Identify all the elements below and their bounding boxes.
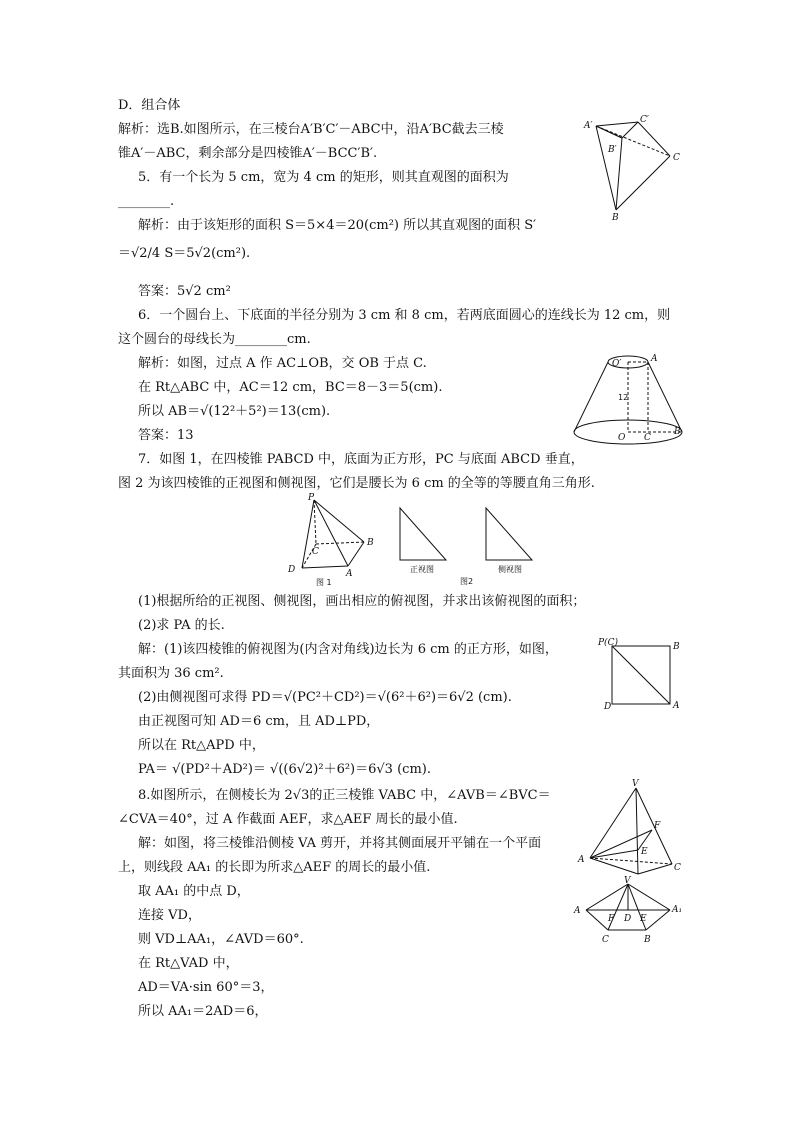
text-line: AD＝VA·sin 60°＝3，	[138, 980, 274, 995]
text-line: 所以 AB＝√(12²＋5²)＝13(cm).	[138, 404, 331, 419]
text-line: 上，则线段 AA₁ 的长即为所求△AEF 的周长的最小值.	[118, 860, 431, 875]
text-line: 7．如图 1，在四棱锥 PABCD 中，底面为正方形，PC 与底面 ABCD 垂直，	[138, 452, 584, 467]
text-line: 由正视图可知 AD＝6 cm，且 AD⊥PD，	[138, 714, 380, 729]
side-view-label: 侧视图	[498, 565, 522, 574]
text-line: PA＝ √(PD²＋AD²)＝ √((6√2)²＋6²)＝6√3 (cm).	[138, 762, 431, 777]
text-line: (2)求 PA 的长.	[138, 618, 225, 633]
label-v: V	[624, 876, 631, 886]
label-f: F	[608, 914, 615, 924]
unfolded-surface-figure	[572, 876, 686, 944]
label-o1: O′	[612, 359, 622, 369]
text-line: 解：(1)该四棱锥的俯视图为(内含对角线)边长为 6 cm 的正方形，如图，	[138, 642, 558, 657]
label-c: C	[674, 863, 681, 873]
label-height: 12	[618, 393, 629, 402]
label-b: B	[612, 213, 619, 223]
label-b: B	[367, 538, 374, 548]
text-line: 在 Rt△ABC 中，AC＝12 cm，BC＝8－3＝5(cm).	[138, 380, 443, 395]
label-v: V	[632, 779, 639, 789]
text-line: 5．有一个长为 5 cm，宽为 4 cm 的矩形，则其直观图的面积为	[138, 170, 509, 185]
label-f: F	[654, 821, 661, 831]
text-line: ∠CVA＝40°，过 A 作截面 AEF，求△AEF 周长的最小值.	[118, 812, 458, 827]
label-pc: P(C)	[598, 638, 618, 648]
text-line: D．组合体	[118, 98, 181, 113]
text-line: 6．一个圆台上、下底面的半径分别为 3 cm 和 8 cm，若两底面圆心的连线长为 12 cm，则	[138, 308, 671, 323]
truncated-cone-figure	[566, 348, 686, 448]
label-a: A	[574, 906, 581, 916]
label-c: C	[673, 153, 680, 163]
text-line: 连接 VD，	[138, 908, 201, 923]
text-line: 图 2 为该四棱锥的正视图和侧视图，它们是腰长为 6 cm 的全等的等腰直角三角形.	[118, 476, 595, 491]
text-line: (2)由侧视图可求得 PD＝√(PC²＋CD²)＝√(6²＋6²)＝6√2 (cm).	[138, 690, 512, 705]
text-line: 所以在 Rt△APD 中，	[138, 738, 265, 753]
text-line: 解析：如图，过点 A 作 AC⊥OB，交 OB 于点 C.	[138, 356, 427, 371]
label-c: C	[602, 935, 609, 944]
label-o: O	[618, 433, 626, 443]
text-line: (1)根据所给的正视图、侧视图，画出相应的俯视图，并求出该俯视图的面积；	[138, 594, 586, 609]
text-line: 解析：由于该矩形的面积 S＝5×4＝20(cm²) 所以其直观图的面积 S′	[138, 218, 537, 233]
label-d: D	[604, 702, 612, 712]
text-line: 则 VD⊥AA₁，∠AVD＝60°.	[138, 932, 304, 947]
label-a: A	[346, 569, 353, 579]
frustum-figure	[582, 112, 692, 224]
text-line: 这个圆台的母线长为________cm.	[118, 332, 311, 347]
label-a: A	[651, 354, 658, 364]
label-e: E	[640, 914, 647, 924]
label-d: D	[288, 565, 296, 575]
figure-2-caption: 图2	[460, 577, 474, 586]
text-line: 其面积为 36 cm².	[118, 666, 224, 681]
label-c1: C′	[640, 115, 649, 125]
views-figure	[390, 504, 550, 586]
label-e: E	[641, 847, 648, 857]
label-a1: A′	[584, 121, 593, 131]
tetrahedron-figure	[574, 778, 686, 878]
label-c: C	[312, 547, 319, 557]
text-line: 解：如图，将三棱锥沿侧棱 VA 剪开，并将其侧面展开平铺在一个平面	[138, 836, 542, 851]
text-line: 答案：13	[138, 428, 194, 443]
text-line: ________.	[118, 194, 175, 209]
label-b1: B′	[608, 145, 617, 155]
text-line: 所以 AA₁＝2AD＝6，	[138, 1004, 268, 1019]
label-c: C	[644, 433, 651, 443]
label-d: D	[624, 914, 632, 924]
text-line: 在 Rt△VAD 中，	[138, 956, 239, 971]
label-p: P	[308, 493, 315, 503]
label-b: B	[674, 427, 681, 437]
label-a1: A₁	[672, 905, 683, 915]
text-line: 锥A′－ABC，剩余部分是四棱锥A′－BCC′B′.	[118, 146, 378, 161]
text-line: 答案：5√2 cm²	[138, 284, 231, 299]
text-line: 8.如图所示，在侧棱长为 2√3的正三棱锥 VABC 中，∠AVB＝∠BVC＝	[138, 788, 551, 803]
label-a: A	[673, 701, 680, 711]
figure-1-caption: 图 1	[316, 578, 332, 587]
pyramid-figure	[282, 492, 382, 588]
front-view-label: 正视图	[410, 565, 434, 574]
top-view-square-figure	[594, 636, 690, 714]
text-line: ＝√2/4 S＝5√2(cm²).	[118, 246, 251, 261]
label-b: B	[644, 935, 651, 944]
text-line: 取 AA₁ 的中点 D，	[138, 884, 250, 899]
label-b: B	[673, 642, 680, 652]
text-line: 解析：选B.如图所示，在三棱台A′B′C′－ABC中，沿A′BC截去三棱	[118, 122, 504, 137]
label-a: A	[578, 855, 585, 865]
